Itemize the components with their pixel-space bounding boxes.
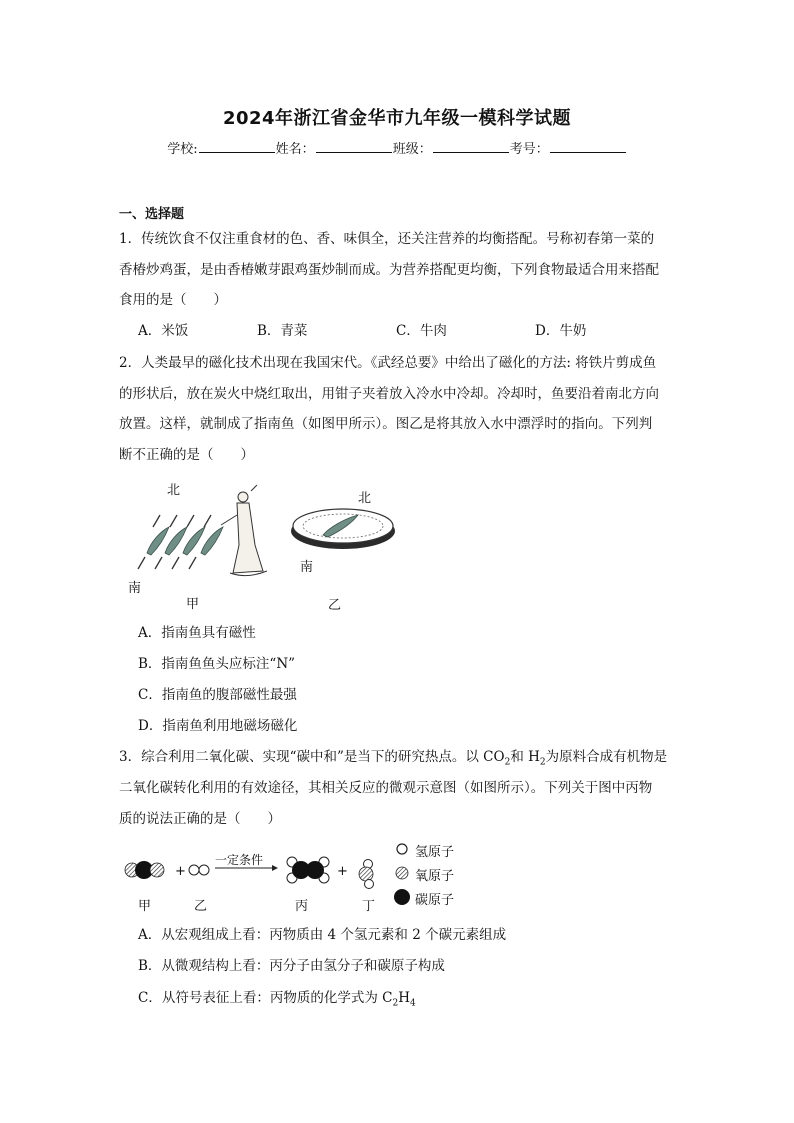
- q1-line: 香椿炒鸡蛋，是由香椿嫩芽跟鸡蛋炒制而成。为营养搭配更均衡，下列食物最适合用来搭配: [119, 262, 659, 278]
- plus-sign: +: [175, 864, 186, 879]
- reactant-label-yi: 乙: [194, 899, 208, 914]
- north-label-yi: 北: [358, 491, 372, 506]
- q2-option-c[interactable]: C．指南鱼的腹部磁性最强: [138, 687, 297, 703]
- product-label-ding: 丁: [362, 899, 376, 914]
- q1-option-c[interactable]: C．牛肉: [396, 323, 447, 339]
- q3-line: 质的说法正确的是（ ）: [119, 811, 281, 827]
- q2-line: 的形状后，放在炭火中烧红取出，用钳子夹着放入冷水中冷却。冷却时，鱼要沿着南北方向: [119, 386, 659, 402]
- legend-carbon: 碳原子: [415, 893, 455, 908]
- q2-line: 放置。这样，就制成了指南鱼（如图甲所示）。图乙是将其放入水中漂浮时的指向。下列判: [119, 416, 653, 432]
- atom-legend-icons: [390, 838, 414, 908]
- q2-option-d[interactable]: D．指南鱼利用地磁场磁化: [138, 718, 298, 734]
- reaction-diagram: [120, 842, 420, 902]
- figure-label-yi: 乙: [328, 598, 342, 613]
- q1-option-d[interactable]: D．牛奶: [535, 323, 587, 339]
- legend-oxygen: 氧原子: [415, 869, 455, 884]
- q2-option-b[interactable]: B．指南鱼鱼头应标注“N”: [138, 656, 296, 672]
- section-heading: 一、选择题: [119, 207, 185, 222]
- q2-line: 断不正确的是（ ）: [119, 447, 254, 463]
- compass-fish-figure-yi: [288, 505, 398, 553]
- north-label-jia: 北: [167, 483, 181, 498]
- q1-line: 1．传统饮食不仅注重食材的色、香、味俱全，还关注营养的均衡搭配。号称初春第一菜的: [119, 231, 655, 247]
- q2-line: 2．人类最早的磁化技术出现在我国宋代。《武经总要》中给出了磁化的方法: 将铁片剪成鱼: [119, 355, 657, 371]
- q1-line: 食用的是（ ）: [119, 292, 227, 308]
- q3-option-c[interactable]: C．从符号表征上看：丙物质的化学式为 $C_2H_4$: [138, 990, 416, 1009]
- q3-line: 二氧化碳转化利用的有效途径，其相关反应的微观示意图（如图所示）。下列关于图中丙物: [119, 780, 653, 796]
- reactant-label-jia: 甲: [138, 899, 152, 914]
- q3-option-b[interactable]: B．从微观结构上看：丙分子由氢分子和碳原子构成: [138, 958, 445, 974]
- name-blank[interactable]: [316, 139, 392, 153]
- product-label-bing: 丙: [295, 899, 309, 914]
- class-blank[interactable]: [433, 139, 509, 153]
- page-title: 2024年浙江省金华市九年级一模科学试题: [222, 108, 572, 129]
- q2-option-a[interactable]: A．指南鱼具有磁性: [138, 625, 256, 641]
- class-label: 班级：: [392, 142, 432, 157]
- reaction-condition: 一定条件: [215, 853, 264, 867]
- legend-hydrogen: 氢原子: [415, 845, 455, 860]
- q1-option-b[interactable]: B．青菜: [257, 323, 308, 339]
- plus-sign: +: [337, 864, 348, 879]
- q1-option-a[interactable]: A．米饭: [138, 323, 189, 339]
- exam-no-label: 考号：: [509, 142, 549, 157]
- south-label-yi: 南: [300, 560, 314, 575]
- south-label-jia: 南: [128, 581, 142, 596]
- q3-option-a[interactable]: A．从宏观组成上看：丙物质由 4 个氢元素和 2 个碳元素组成: [138, 927, 507, 943]
- name-label: 姓名：: [275, 142, 315, 157]
- figure-label-jia: 甲: [186, 597, 200, 612]
- compass-fish-figure-jia: [125, 475, 275, 615]
- school-label: 学校:: [167, 142, 198, 157]
- student-info-row: [0, 138, 794, 157]
- exam-no-blank[interactable]: [550, 139, 626, 153]
- school-blank[interactable]: [199, 139, 275, 153]
- q3-line: 3．综合利用二氧化碳、实现“碳中和”是当下的研究热点。以 $CO_2$和 $H_2$为原料合成有机物是: [119, 749, 668, 768]
